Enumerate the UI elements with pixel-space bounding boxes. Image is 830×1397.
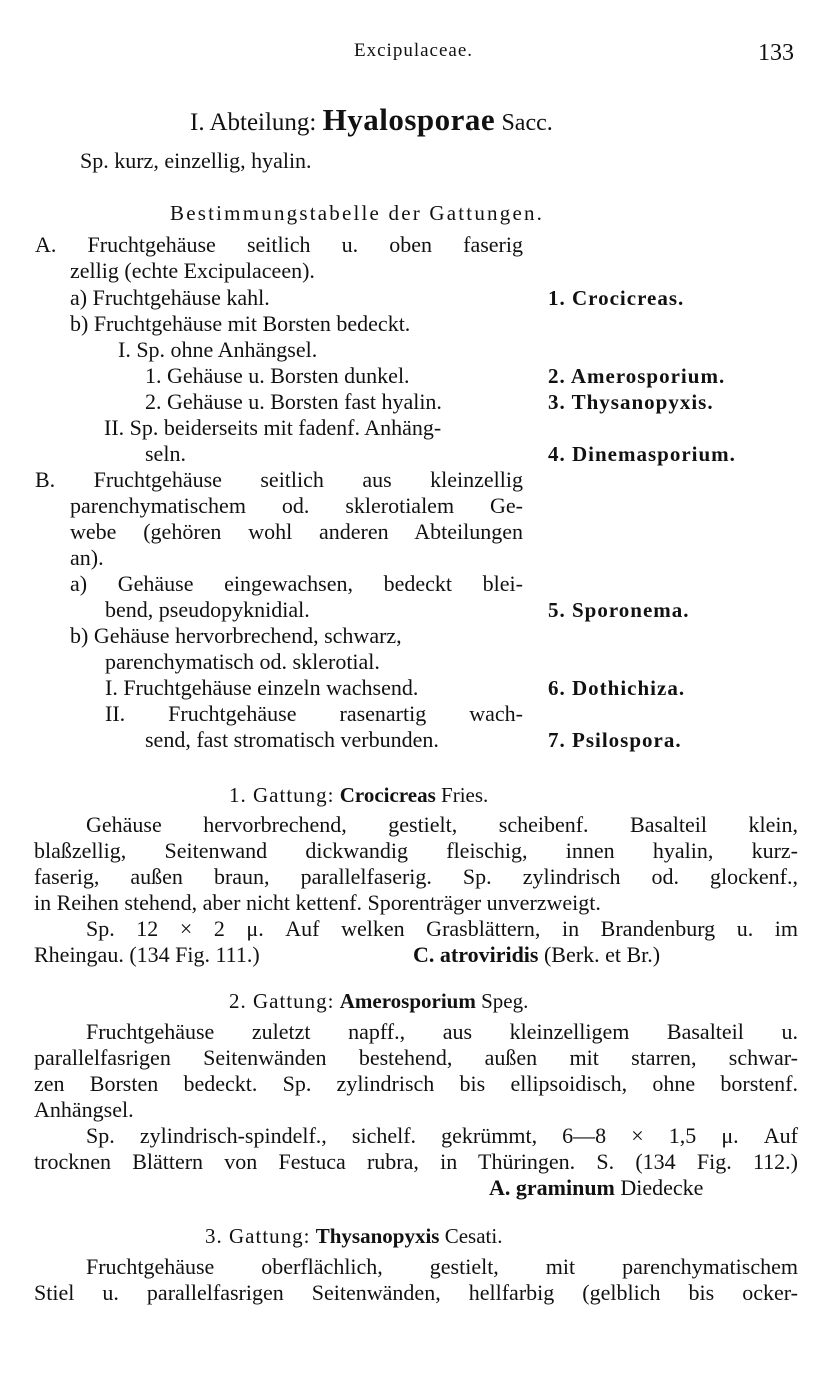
species-line: Rheingau. (134 Fig. 111.) — [34, 942, 260, 967]
species-line: Sp. 12 × 2 μ. Auf welken Grasblättern, in Brandenburg u. im — [86, 916, 798, 941]
genus-heading — [205, 1224, 502, 1249]
key-line: b) Fruchtgehäuse mit Borsten bedeckt. — [70, 311, 411, 336]
key-result: 5. Sporonema. — [548, 598, 690, 622]
genus-description-line: faserig, außen braun, parallelfaserig. Sp. zylindrisch od. glockenf., — [34, 864, 798, 889]
genus-author: Speg. — [481, 989, 529, 1013]
key-line: I. Sp. ohne Anhängsel. — [118, 337, 318, 362]
key-line: bend, pseudopyknidial. — [105, 597, 310, 622]
species-name-line — [489, 1175, 703, 1201]
key-line: an). — [70, 545, 104, 570]
key-line: seln. — [145, 441, 186, 466]
genus-author: Fries. — [441, 783, 489, 807]
genus-description-line: blaßzellig, Seitenwand dickwandig fleischig, innen hyalin, kurz- — [34, 838, 798, 863]
genus-prefix: 2. Gattung: — [229, 989, 335, 1013]
key-line: send, fast stromatisch verbunden. — [145, 727, 439, 752]
key-result: 3. Thysanopyxis. — [548, 390, 714, 414]
species-name-line — [413, 942, 660, 968]
section-name: Hyalosporae — [322, 102, 496, 137]
key-line: II. Fruchtgehäuse rasenartig wach- — [105, 701, 523, 726]
species-line: Sp. zylindrisch-spindelf., sichelf. gekrümmt, 6—8 × 1,5 μ. Auf — [86, 1123, 798, 1148]
key-line: 2. Gehäuse u. Borsten fast hyalin. — [145, 389, 442, 414]
key-line: II. Sp. beiderseits mit fadenf. Anhäng- — [104, 415, 442, 440]
page-number: 133 — [758, 40, 794, 66]
key-line: I. Fruchtgehäuse einzeln wachsend. — [105, 675, 419, 700]
key-line: parenchymatischem od. sklerotialem Ge- — [70, 493, 523, 518]
key-line: a) Fruchtgehäuse kahl. — [70, 285, 270, 310]
genus-name: Thysanopyxis — [315, 1224, 440, 1248]
key-line: parenchymatisch od. sklerotial. — [105, 649, 380, 674]
key-result: 7. Psilospora. — [548, 728, 682, 752]
genus-prefix: 1. Gattung: — [229, 783, 335, 807]
species-line: trocknen Blättern von Festuca rubra, in Thüringen. S. (134 Fig. 112.) — [34, 1149, 798, 1174]
genus-description-line: Gehäuse hervorbrechend, gestielt, scheibenf. Basalteil klein, — [86, 812, 798, 837]
species-author: Diedecke — [620, 1175, 704, 1200]
genus-name: Crocicreas — [339, 783, 436, 807]
genus-prefix: 3. Gattung: — [205, 1224, 311, 1248]
genus-description-line: zen Borsten bedeckt. Sp. zylindrisch bis ellipsoidisch, ohne borstenf. — [34, 1071, 798, 1096]
genus-description-line: Anhängsel. — [34, 1097, 134, 1122]
key-result: 1. Crocicreas. — [548, 286, 685, 310]
key-title: Bestimmungstabelle der Gattungen. — [170, 201, 545, 225]
section-heading — [190, 102, 553, 138]
genus-description-line: Fruchtgehäuse zuletzt napff., aus kleinzelligem Basalteil u. — [86, 1019, 798, 1044]
genus-description-line: in Reihen stehend, aber nicht kettenf. Sporenträger unverzweigt. — [34, 890, 601, 915]
key-line: b) Gehäuse hervorbrechend, schwarz, — [70, 623, 402, 648]
section-description: Sp. kurz, einzellig, hyalin. — [80, 148, 312, 173]
key-line: webe (gehören wohl anderen Abteilungen — [70, 519, 523, 544]
genus-heading — [229, 989, 528, 1014]
section-author: Sacc. — [501, 110, 553, 136]
species-author: (Berk. et Br.) — [543, 942, 661, 967]
species-name: C. atroviridis — [413, 942, 539, 967]
species-name: A. graminum — [489, 1175, 615, 1200]
genus-description-line: parallelfasrigen Seitenwänden bestehend, außen mit starren, schwar- — [34, 1045, 798, 1070]
genus-author: Cesati. — [444, 1224, 503, 1248]
genus-description-line: Fruchtgehäuse oberflächlich, gestielt, mit parenchymatischem — [86, 1254, 798, 1279]
genus-name: Amerosporium — [339, 989, 476, 1013]
running-header: Excipulaceae. — [354, 40, 474, 61]
key-result: 4. Dinemasporium. — [548, 442, 736, 466]
key-result: 2. Amerosporium. — [548, 364, 726, 388]
genus-description-line: Stiel u. parallelfasrigen Seitenwänden, hellfarbig (gelblich bis ocker- — [34, 1280, 798, 1305]
key-line: A. Fruchtgehäuse seitlich u. oben faserig — [35, 232, 523, 257]
key-line: 1. Gehäuse u. Borsten dunkel. — [145, 363, 410, 388]
key-line: B. Fruchtgehäuse seitlich aus kleinzellig — [35, 467, 523, 492]
key-line: a) Gehäuse eingewachsen, bedeckt blei- — [70, 571, 523, 596]
key-result: 6. Dothichiza. — [548, 676, 686, 700]
section-prefix: I. Abteilung: — [190, 109, 317, 136]
genus-heading — [229, 783, 488, 808]
key-line: zellig (echte Excipulaceen). — [70, 258, 315, 283]
